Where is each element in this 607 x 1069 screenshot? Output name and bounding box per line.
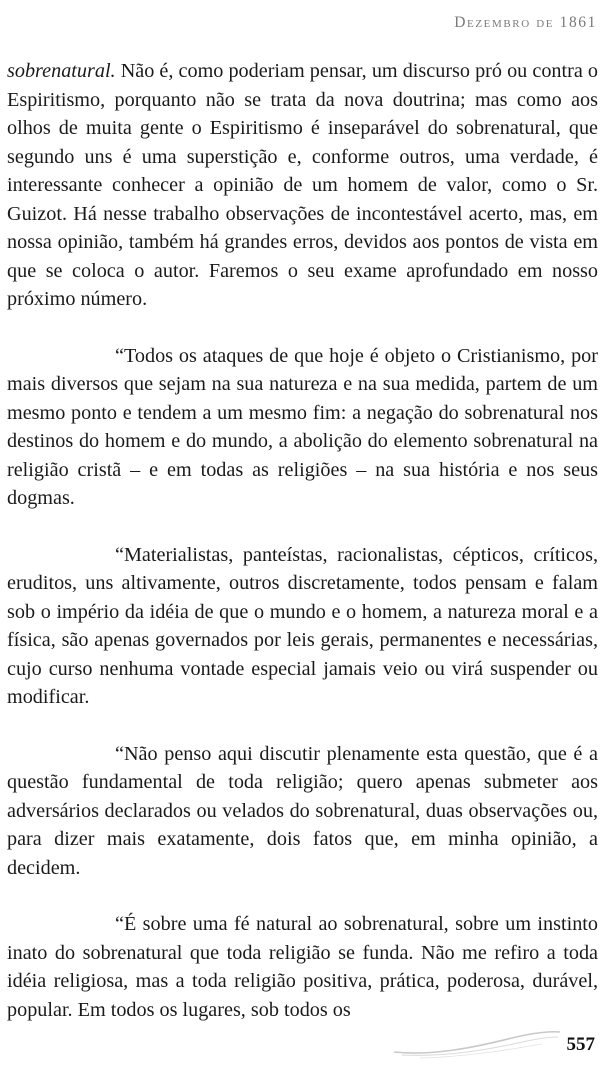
swoosh-ornament-icon — [392, 1026, 562, 1060]
paragraph-1 — [7, 57, 598, 314]
paragraph-1-text: Não é, como poderiam pensar, um discurso pró ou contra o Espiritismo, porquanto não se trata da nova doutrina; mas como aos olhos de muita gente o Espiritismo é inseparável do sobrenatural, que segundo uns é uma superstição e, conforme outros, uma verdade, é interessante conhecer a opinião de um homem de valor, como o Sr. Guizot. Há nesse trabalho observações de incontestável acerto, mas, em nossa opinião, também há grandes erros, devidos aos pontos de vista em que se coloca o autor. Faremos o seu exame aprofundado em nosso próximo número. — [7, 60, 598, 310]
paragraph-5: “É sobre uma fé natural ao sobrenatural, sobre um instinto inato do sobrenatural que toda religião se funda. Não me refiro a toda idéia religiosa, mas a toda religião positiva, prática, poderosa, durável, popular. Em todos os lugares, sob todos os — [7, 913, 598, 1021]
page-number: 557 — [566, 1034, 595, 1055]
running-header: Dezembro de 1861 — [454, 14, 597, 31]
paragraph-3: “Materialistas, panteístas, racionalistas, cépticos, críticos, eruditos, uns altivamente, outros discretamente, todos pensam e falam sob o império da idéia de que o mundo e o homem, a natureza moral e a física, são apenas governados por leis gerais, permanentes e necessárias, cujo curso nenhuma vontade especial jamais veio ou virá suspender ou modificar. — [7, 543, 598, 708]
paragraph-2: “Todos os ataques de que hoje é objeto o Cristianismo, por mais diversos que sejam na sua natureza e na sua medida, partem de um mesmo ponto e tendem a um mesmo fim: a negação do sobrenatural nos destinos do homem e do mundo, a abolição do elemento sobrenatural na religião cristã – e em todas as religiões – na sua história e nos seus dogmas. — [7, 344, 598, 509]
paragraph-1-lead-italic: sobrenatural. — [7, 60, 116, 82]
page-footer — [0, 1022, 607, 1069]
paragraph-4: “Não penso aqui discutir plenamente esta questão, que é a questão fundamental de toda religião; quero apenas submeter aos adversários declarados ou velados do sobrenatural, duas observações ou, para dizer mais exatamente, dois fatos que, em minha opinião, a decidem. — [7, 742, 598, 879]
body-text — [7, 57, 598, 1024]
